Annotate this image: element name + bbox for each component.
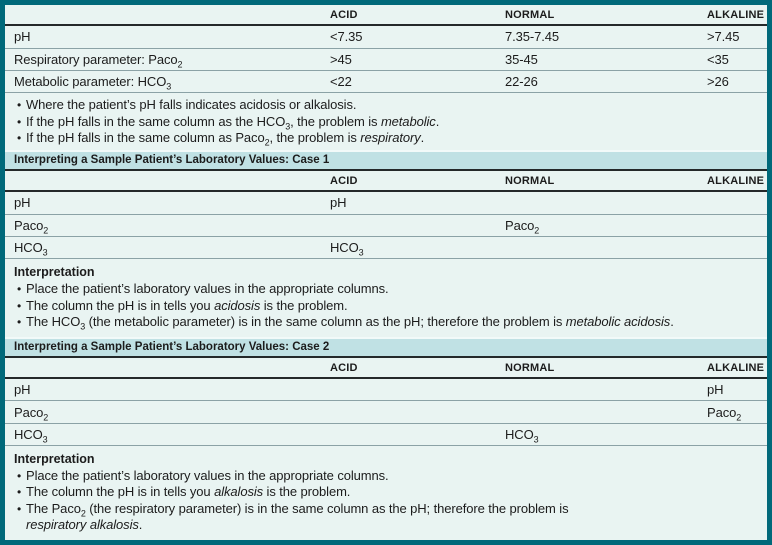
row-label: pH <box>14 29 31 45</box>
cell-normal: 35-45 <box>505 51 538 67</box>
cell-alkaline: <35 <box>707 51 729 67</box>
interpretation-item <box>5 281 757 298</box>
case1-table-header <box>5 171 767 192</box>
interpretation-heading: Interpretation <box>14 451 95 466</box>
column-header-alkaline: ALKALINE <box>707 8 765 21</box>
case1-interpretation <box>5 259 767 337</box>
bullet-icon: • <box>16 298 22 313</box>
table-row-ph <box>5 192 767 214</box>
column-header-acid: ACID <box>330 174 358 187</box>
bullet-icon: • <box>16 315 22 330</box>
notes-section <box>5 93 767 150</box>
cell-normal: Paco$_2$ <box>505 217 540 236</box>
case1-title: Interpreting a Sample Patient’s Laboratory Values: Case 1 <box>14 154 330 167</box>
cell-normal: 22-26 <box>505 73 538 89</box>
interpretation-heading: Interpretation <box>14 265 95 280</box>
table-row-hco3 <box>5 71 767 93</box>
cell-acid: >45 <box>330 51 352 67</box>
case2-section-header <box>5 337 767 358</box>
row-label: $HCO_3$ <box>14 426 48 445</box>
table-row-hco3 <box>5 237 767 259</box>
column-header-normal: NORMAL <box>505 361 555 374</box>
interpretation-text: The Paco$_2$ (the respiratory parameter) is in the same column as the pH; therefore the problem is respiratory alkalosis. <box>26 500 569 533</box>
bullet-icon: • <box>16 501 22 516</box>
interpretation-item <box>5 298 757 315</box>
note-text: Where the patient’s pH falls indicates acidosis or alkalosis. <box>26 97 357 113</box>
reference-table-header <box>5 5 767 26</box>
case2-table-header <box>5 358 767 379</box>
cell-alkaline: >7.45 <box>707 29 740 45</box>
interpretation-text: The column the pH is in tells you acidosis is the problem. <box>26 297 348 313</box>
cell-alkaline: Paco$_2$ <box>707 404 742 423</box>
column-header-normal: NORMAL <box>505 8 555 21</box>
bullet-icon: • <box>16 468 22 483</box>
column-header-acid: ACID <box>330 361 358 374</box>
interpretation-text: Place the patient’s laboratory values in the appropriate columns. <box>26 281 389 297</box>
interpretation-item <box>5 501 757 534</box>
interpretation-item <box>5 314 757 331</box>
table-row-paco2 <box>5 401 767 423</box>
interpretation-text: The column the pH is in tells you alkalosis is the problem. <box>26 484 351 500</box>
cell-acid: <22 <box>330 73 352 89</box>
cell-alkaline: >26 <box>707 73 729 89</box>
interpretation-text: The $HCO_3$ (the metabolic parameter) is in the same column as the pH; therefore the problem is metabolic acidosis. <box>26 314 674 332</box>
note-item <box>5 114 757 131</box>
column-header-normal: NORMAL <box>505 174 555 187</box>
table-row-paco2 <box>5 215 767 237</box>
bullet-icon: • <box>16 282 22 297</box>
cell-alkaline: pH <box>707 382 724 398</box>
interpretation-item <box>5 468 757 485</box>
bullet-icon: • <box>16 485 22 500</box>
row-label: Metabolic parameter: $HCO_3$ <box>14 73 172 92</box>
bullet-icon: • <box>16 98 22 113</box>
table-row-hco3 <box>5 424 767 446</box>
row-label: pH <box>14 195 31 211</box>
note-item <box>5 130 757 147</box>
column-header-alkaline: ALKALINE <box>707 174 765 187</box>
column-header-acid: ACID <box>330 8 358 21</box>
interpretation-item <box>5 484 757 501</box>
table-row-ph <box>5 379 767 401</box>
row-label: $HCO_3$ <box>14 239 48 258</box>
cell-acid: <7.35 <box>330 29 363 45</box>
case1-section-header <box>5 150 767 171</box>
case2-title: Interpreting a Sample Patient’s Laboratory Values: Case 2 <box>14 341 330 354</box>
row-label: pH <box>14 382 31 398</box>
column-header-alkaline: ALKALINE <box>707 361 765 374</box>
note-text: If the pH falls in the same column as the $HCO_3$, the problem is metabolic. <box>26 113 440 132</box>
row-label: Paco$_2$ <box>14 404 49 423</box>
cell-acid: $HCO_3$ <box>330 239 364 258</box>
row-label: Respiratory parameter: Paco$_2$ <box>14 51 183 70</box>
case2-interpretation <box>5 446 767 540</box>
row-label: Paco$_2$ <box>14 217 49 236</box>
cell-acid: pH <box>330 195 347 211</box>
table-row-paco2 <box>5 49 767 71</box>
bullet-icon: • <box>16 114 22 129</box>
interpretation-text: Place the patient’s laboratory values in the appropriate columns. <box>26 467 389 483</box>
note-item <box>5 97 757 114</box>
cell-normal: $HCO_3$ <box>505 426 539 445</box>
table-row-ph <box>5 26 767 48</box>
bullet-icon: • <box>16 131 22 146</box>
cell-normal: 7.35-7.45 <box>505 29 560 45</box>
note-text: If the pH falls in the same column as Paco$_2$, the problem is respiratory. <box>26 130 425 148</box>
